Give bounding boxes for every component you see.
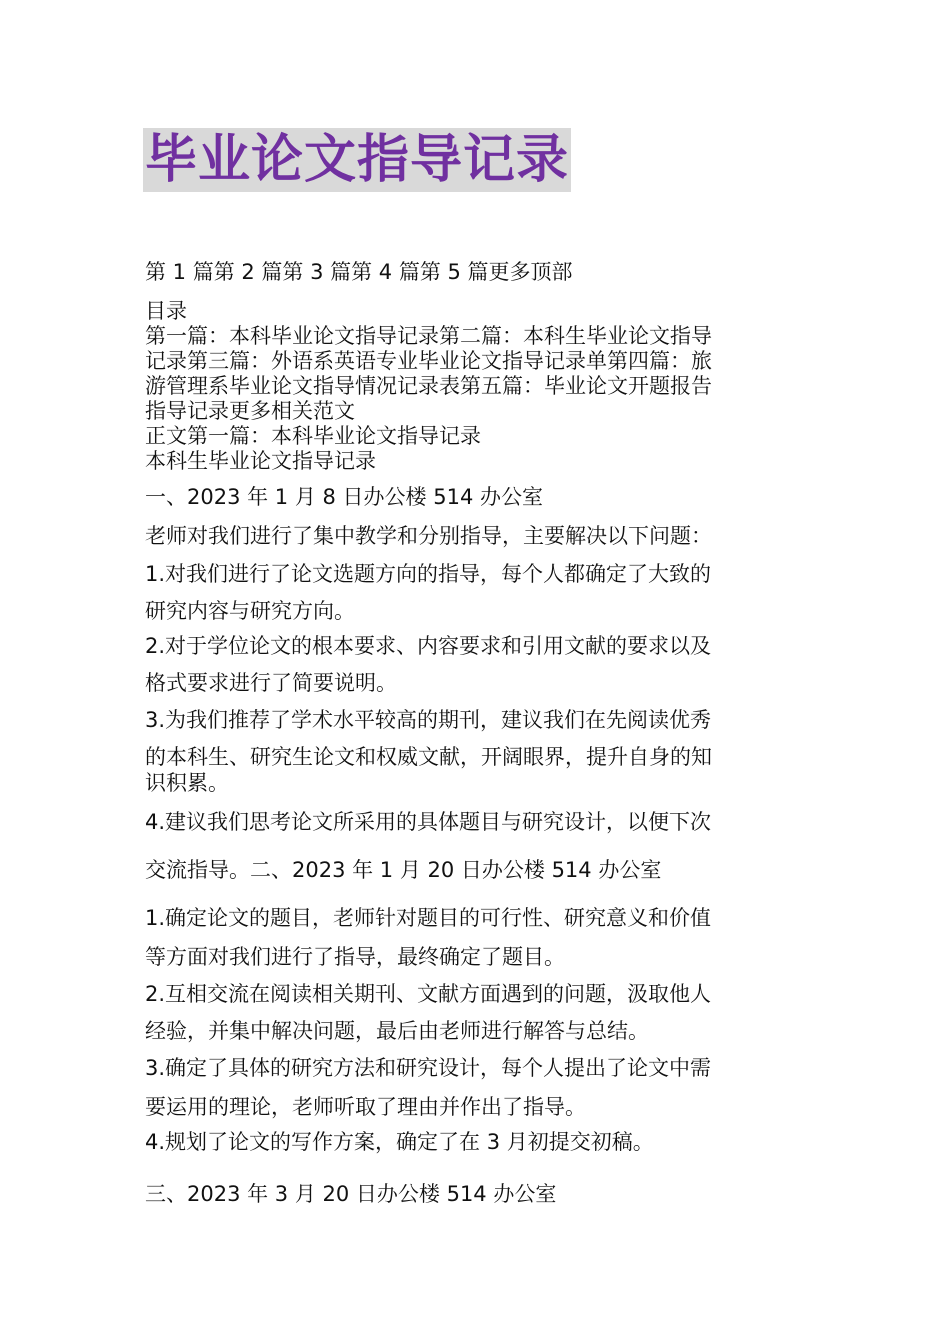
body-line: 3.为我们推荐了学术水平较高的期刊，建议我们在先阅读优秀 (145, 708, 712, 732)
body-line: 的本科生、研究生论文和权威文献，开阔眼界，提升自身的知 (145, 745, 712, 769)
body-line: 一、2023 年 1 月 8 日办公楼 514 办公室 (145, 485, 543, 509)
article-nav[interactable]: 第 1 篇第 2 篇第 3 篇第 4 篇第 5 篇更多顶部 (145, 260, 573, 284)
body-line: 等方面对我们进行了指导，最终确定了题目。 (145, 945, 565, 969)
body-line: 2.互相交流在阅读相关期刊、文献方面遇到的问题，汲取他人 (145, 982, 712, 1006)
body-line: 2.对于学位论文的根本要求、内容要求和引用文献的要求以及 (145, 634, 712, 658)
body-line: 要运用的理论，老师听取了理由并作出了指导。 (145, 1095, 586, 1119)
body-line: 交流指导。二、2023 年 1 月 20 日办公楼 514 办公室 (145, 858, 662, 882)
body-heading: 正文第一篇：本科毕业论文指导记录 (145, 424, 481, 448)
body-line: 4.建议我们思考论文所采用的具体题目与研究设计，以便下次 (145, 810, 712, 834)
toc-line: 记录第三篇：外语系英语专业毕业论文指导记录单第四篇：旅 (145, 349, 712, 373)
body-line: 1.对我们进行了论文选题方向的指导，每个人都确定了大致的 (145, 562, 712, 586)
body-line: 识积累。 (145, 771, 229, 795)
toc-heading: 目录 (145, 299, 187, 323)
body-line: 研究内容与研究方向。 (145, 599, 355, 623)
body-line: 经验，并集中解决问题，最后由老师进行解答与总结。 (145, 1019, 649, 1043)
toc-line: 指导记录更多相关范文 (145, 399, 355, 423)
document-title: 毕业论文指导记录 (145, 130, 570, 190)
toc-line: 第一篇：本科毕业论文指导记录第二篇：本科生毕业论文指导 (145, 324, 712, 348)
body-line: 三、2023 年 3 月 20 日办公楼 514 办公室 (145, 1182, 557, 1206)
body-line: 老师对我们进行了集中教学和分别指导，主要解决以下问题： (145, 524, 712, 548)
toc-line: 游管理系毕业论文指导情况记录表第五篇：毕业论文开题报告 (145, 374, 712, 398)
body-line: 格式要求进行了简要说明。 (145, 671, 397, 695)
body-line: 3.确定了具体的研究方法和研究设计，每个人提出了论文中需 (145, 1056, 712, 1080)
body-line: 1.确定论文的题目，老师针对题目的可行性、研究意义和价值 (145, 906, 712, 930)
body-line: 4.规划了论文的写作方案，确定了在 3 月初提交初稿。 (145, 1130, 654, 1154)
document-subtitle: 本科生毕业论文指导记录 (145, 449, 376, 473)
